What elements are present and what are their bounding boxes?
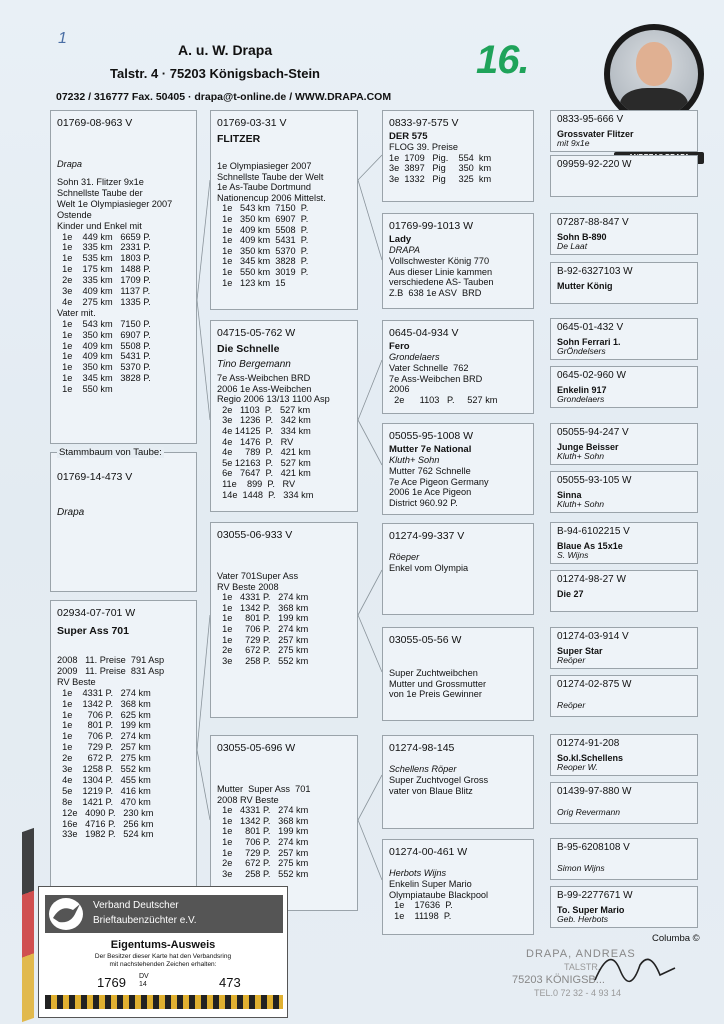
card-org-line2: Brieftaubenzüchter e.V. [93,915,197,926]
great-grandparent-box [550,675,698,717]
parent-line: 3e 1236 P. 342 km [217,415,311,426]
subject-line: 1e 550 km [57,384,113,395]
grandparent-line: Z.B 638 1e ASV BRD [389,287,482,298]
subject-line: 3e 409 km 1137 P. [57,286,151,296]
great-grandparent-box [550,627,698,669]
breeder-address: Talstr. 4 · 75203 Königsbach-Stein [110,66,320,81]
subject-line: Sohn 31. Flitzer 9x1e [57,177,144,187]
great-grandparent-box [550,734,698,776]
parent-ring: 01769-03-31 V [217,117,287,129]
grandparent-line: 7e Ace Pigeon Germany [389,476,489,487]
grandparent-box [382,423,534,515]
parent-line: 1e 345 km 3828 P. [217,256,309,267]
copyright: Columba © [652,933,700,944]
parent-line: 2008 RV Beste [217,794,279,805]
handwritten-number: 16. [476,38,529,82]
grandparent-line: 7e Ass-Weibchen BRD [389,373,483,384]
parent-line: 1e 543 km 7150 P. [217,203,309,214]
parent-line: Vater 701Super Ass [217,571,299,581]
parent-line: 1e 123 km 15 [217,277,286,288]
great-grandparent-breeder: Reöper [557,700,586,710]
card-text1: Der Besitzer dieser Karte hat den Verbandsring [94,953,232,960]
great-grandparent-breeder: Reöper [557,655,586,665]
great-grandparent-breeder: De Laat [557,241,588,251]
grandparent-line: 2006 1e Ace Pigeon [389,487,472,498]
subject-line: 1e 449 km 6659 P. [57,231,151,242]
great-grandparent-ring: 05055-93-105 W [557,475,632,486]
great-grandparent-box [550,423,698,465]
parent-line: 1e Olympiasieger 2007 [217,161,312,171]
grandparent-breeder: DRAPA [389,245,420,255]
dam-line: 1e 729 P. 257 km [57,742,151,753]
grandparent-breeder: Schellens Röper [389,764,457,774]
parent-line: 1e 4331 P. 274 km [217,592,309,603]
parent-name: FLITZER [217,133,261,145]
dam-line: 2009 11. Preise 831 Asp [57,665,165,676]
grandparent-line: verschiedene AS- Tauben [389,277,494,288]
card-ornament-band [45,995,283,1009]
great-grandparent-box [550,782,698,824]
dam-box [50,600,197,900]
parent-ring: 04715-05-762 W [217,327,296,339]
subject-line: Welt 1e Olympiasieger 2007 [57,198,173,209]
great-grandparent-name: So.kl.Schellens [557,753,624,763]
dam-line: 4e 1304 P. 455 km [57,774,151,785]
parent-line: 4e 14125 P. 334 km [217,426,311,436]
parent-line: 14e 1448 P. 334 km [217,489,314,500]
grandparent-line: Enkelin Super Mario [389,879,472,889]
parent-box [210,522,358,718]
dam-name: Super Ass 701 [57,625,129,637]
grandparent-name: Mutter 7e National [389,444,472,455]
parent-line: 11e 899 P. RV [217,479,296,489]
subject-line: 4e 275 km 1335 P. [57,296,151,307]
ownership-card [38,886,288,1018]
dam-line: 33e 1982 P. 524 km [57,829,154,840]
parent-line: 1e 1342 P. 368 km [217,602,309,613]
great-grandparent-ring: B-92-6327103 W [557,266,633,277]
grandparent-box [382,839,534,935]
grandparent-ring: 0833-97-575 V [389,117,459,129]
parent-line: Mutter Super Ass 701 [217,784,311,794]
dam-line: 1e 4331 P. 274 km [57,687,151,698]
great-grandparent-name: Super Star [557,646,603,656]
parent-name: Die Schnelle [217,343,280,355]
subject-line: 1e 335 km 2331 P. [57,242,151,253]
parent-line: 1e 801 P. 199 km [217,826,309,837]
subject-line: 1e 409 km 5431 P. [57,351,151,362]
great-grandparent-ring: 01274-91-208 [557,738,620,749]
great-grandparent-name: Sohn B-890 [557,232,607,242]
parent-line: Nationencup 2006 Mittelst. [217,192,326,203]
parent-box [210,320,358,512]
subject-line: Ostende [57,209,92,220]
grandparent-box [382,320,534,414]
great-grandparent-breeder: Geb. Herbots [557,914,609,924]
great-grandparent-name: Blaue As 15x1e [557,541,623,551]
parent-ring: 03055-06-933 V [217,529,293,541]
grandparent-name: Fero [389,341,410,352]
grandparent-line: Mutter 762 Schnelle [389,466,471,476]
grandparent-ring: 01274-99-337 V [389,530,465,542]
dam-line: 3e 1258 P. 552 km [57,764,151,774]
great-grandparent-ring: 05055-94-247 V [557,427,629,438]
grandparent-ring: 05055-95-1008 W [389,430,474,442]
parent-ring: 03055-05-696 W [217,742,296,754]
subject-line: 2e 335 km 1709 P. [57,275,151,286]
dam-line: 1e 706 P. 625 km [57,709,151,720]
parent-line: 1e 409 km 5508 P. [217,224,309,235]
card-dv: DV [139,973,149,980]
great-grandparent-name: Enkelin 917 [557,385,607,395]
grandparent-line: 1e 11198 P. [389,910,452,921]
subject-line: 1e 345 km 3828 P. [57,373,151,384]
grandparent-line: Vater Schnelle 762 [389,363,469,373]
grandparent-breeder: Röeper [389,552,420,562]
grandparent-line: von 1e Preis Gewinner [389,689,482,700]
stammbaum-ring: 01769-14-473 V [57,471,133,483]
parent-line: 7e Ass-Weibchen BRD [217,373,311,383]
breeder-contact: 07232 / 316777 Fax. 50405 · drapa@t-online.de / WWW.DRAPA.COM [56,91,392,103]
great-grandparent-box [550,262,698,304]
parent-line: 1e 706 P. 274 km [217,837,309,847]
grandparent-breeder: Kluth+ Sohn [389,455,440,465]
subject-owner: Drapa [57,159,83,169]
parent-line: 2e 1103 P. 527 km [217,404,311,415]
great-grandparent-name: To. Super Mario [557,905,625,915]
parent-line: 1e 729 P. 257 km [217,634,309,645]
card-title: Eigentums-Ausweis [110,939,216,951]
dam-line: 1e 801 P. 199 km [57,720,151,731]
great-grandparent-box [550,318,698,360]
grandparent-box [382,735,534,829]
great-grandparent-box [550,522,698,564]
card-header [45,895,283,933]
parent-line: 1e 4331 P. 274 km [217,805,309,816]
grandparent-name: Lady [389,234,412,245]
grandparent-box [382,627,534,721]
page-number-mark: 1 [58,30,67,47]
grandparent-ring: 01769-99-1013 W [389,220,474,232]
subject-line: 1e 409 km 5508 P. [57,340,151,351]
grandparent-line: Super Zuchtweibchen [389,668,478,678]
parent-line: 5e 12163 P. 527 km [217,457,311,468]
dam-line: 16e 4716 P. 256 km [57,818,154,829]
face-shape [636,42,672,86]
subject-line: Vater mit. [57,307,96,318]
parent-line: 1e 550 km 3019 P. [217,267,309,277]
stammbaum-label: Stammbaum von Taube: [59,447,162,458]
subject-line: 1e 350 km 6907 P. [57,329,151,340]
parent-line: Schnellste Taube der Welt [217,171,324,182]
flag-stripe [22,828,34,1022]
stamp-line4: TEL.0 72 32 - 4 93 14 [534,988,622,998]
great-grandparent-ring: 01274-03-914 V [557,631,629,642]
parent-line: Regio 2006 13/13 1100 Asp [217,394,330,405]
stamp-line2: TALSTR. [564,962,601,972]
subject-ring: 01769-08-963 V [57,117,133,129]
dam-line: 1e 706 P. 274 km [57,731,151,742]
card-ring-number1: 1769 [97,975,126,990]
grandparent-line: Enkel vom Olympia [389,563,469,573]
parent-box [210,110,358,310]
parent-line: 2006 1e Ass-Weibchen [217,383,312,394]
great-grandparent-ring: 0645-02-960 W [557,370,626,381]
grandparent-box [382,213,534,309]
grandparent-line: 2006 [389,384,410,395]
parent-line: 2e 672 P. 275 km [217,858,309,869]
great-grandparent-name: Mutter König [557,281,613,291]
card-year: 14 [139,981,147,988]
great-grandparent-ring: B-99-2277671 W [557,890,633,901]
signature [590,940,680,990]
stamp-line1: DRAPA, ANDREAS [526,948,636,960]
great-grandparent-breeder: mit 9x1e [557,138,590,148]
dam-line: 2008 11. Preise 791 Asp [57,655,165,665]
grandparent-line: 3e 3897 Pig 350 km [389,163,492,174]
great-grandparent-ring: B-94-6102215 V [557,526,630,537]
subject-box [50,110,197,444]
parent-line: 3e 258 P. 552 km [217,655,309,666]
parent-line: 1e 801 P. 199 km [217,613,309,624]
great-grandparent-box [550,155,698,197]
parent-line: RV Beste 2008 [217,581,279,592]
grandparent-line: Mutter und Grossmutter [389,678,487,689]
grandparent-line: 2e 1103 P. 527 km [389,394,498,405]
great-grandparent-name: Sinna [557,490,582,500]
great-grandparent-breeder: Kluth+ Sohn [557,451,605,461]
dam-ring: 02934-07-701 W [57,607,136,619]
parent-line: 1e 409 km 5431 P. [217,235,309,246]
great-grandparent-breeder: S. Wijns [557,550,589,560]
parent-line: 1e 1342 P. 368 km [217,815,309,826]
card-logo-icon [49,898,83,930]
dam-line: 5e 1219 P. 416 km [57,785,151,796]
great-grandparent-box [550,366,698,408]
breeder-photo [604,24,704,124]
grandparent-line: 1e 17636 P. [389,900,453,911]
grandparent-breeder: Grondelaers [389,352,440,362]
portrait [610,30,698,118]
great-grandparent-name: Junge Beisser [557,442,619,452]
parent-line: 3e 258 P. 552 km [217,868,309,879]
grandparent-line: 1e 1709 Pig. 554 km [389,152,492,163]
dam-line: 1e 1342 P. 368 km [57,698,151,709]
grandparent-ring: 01274-98-145 [389,742,455,754]
grandparent-line: District 960.92 P. [389,497,458,508]
great-grandparent-name: Sohn Ferrari 1. [557,337,621,347]
parent-line: 4e 1476 P. RV [217,436,294,447]
great-grandparent-breeder: Simon Wijns [557,863,605,873]
grandparent-box [382,523,534,615]
grandparent-name: DER 575 [389,131,428,142]
great-grandparent-ring: 0833-95-666 V [557,114,624,125]
great-grandparent-ring: B-95-6208108 V [557,842,630,853]
great-grandparent-breeder: Reoper W. [557,762,598,772]
subject-line: Kinder und Enkel mit [57,220,142,231]
parent-line: 1e 729 P. 257 km [217,847,309,858]
parent-line: 1e 706 P. 274 km [217,624,309,634]
parent-line: 1e 350 km 5370 P. [217,245,309,256]
grandparent-box [382,110,534,202]
great-grandparent-ring: 0645-01-432 V [557,322,624,333]
great-grandparent-ring: 07287-88-847 V [557,217,629,228]
parent-line: 1e As-Taube Dortmund [217,182,311,193]
stammbaum-owner: Drapa [57,507,85,518]
great-grandparent-breeder: Kluth+ Sohn [557,499,605,509]
stamp-line3: 75203 KÖNIGSB... [512,974,605,986]
subject-line: Schnellste Taube der [57,187,143,198]
great-grandparent-name: Grossvater Flitzer [557,129,634,139]
grandparent-line: Aus dieser Linie kammen [389,266,493,277]
subject-line: 1e 543 km 7150 P. [57,318,151,329]
grandparent-ring: 03055-05-56 W [389,634,462,646]
breeder-name: A. u. W. Drapa [178,42,273,58]
grandparent-ring: 01274-00-461 W [389,846,468,858]
great-grandparent-name: Die 27 [557,589,584,599]
grandparent-ring: 0645-04-934 V [389,327,459,339]
dam-line: 2e 672 P. 275 km [57,753,151,764]
card-org-line1: Verband Deutscher [93,900,179,911]
subject-line: 1e 535 km 1803 P. [57,253,151,264]
great-grandparent-breeder: Grondelaers [557,394,605,404]
dam-line: 8e 1421 P. 470 km [57,796,151,807]
parent-breeder: Tino Bergemann [217,359,291,370]
great-grandparent-ring: 01274-98-27 W [557,574,626,585]
parent-box [210,735,358,911]
card-text2: mit nachstehenden Zeichen erhalten: [109,961,217,968]
parent-line: 4e 789 P. 421 km [217,447,311,458]
grandparent-breeder: Herbots Wijns [389,868,447,878]
great-grandparent-breeder: GrÖndelsers [557,346,606,356]
great-grandparent-box [550,471,698,513]
great-grandparent-ring: 01274-02-875 W [557,679,632,690]
dam-line: RV Beste [57,676,96,687]
grandparent-line: Olympiataube Blackpool [389,889,489,900]
grandparent-line: Super Zuchtvogel Gross [389,775,489,785]
card-ring-number2: 473 [219,975,241,990]
parent-line: 6e 7647 P. 421 km [217,468,311,479]
great-grandparent-box [550,570,698,612]
parent-line: 2e 672 P. 275 km [217,645,309,656]
great-grandparent-ring: 09959-92-220 W [557,159,632,170]
subject-line: 1e 350 km 5370 P. [57,362,151,373]
parent-line: 1e 350 km 6907 P. [217,214,309,224]
dam-line: 12e 4090 P. 230 km [57,807,154,818]
great-grandparent-ring: 01439-97-880 W [557,786,632,797]
stammbaum-box [50,447,197,592]
great-grandparent-breeder: Orig Revermann [557,807,621,817]
grandparent-line: FLOG 39. Preise [389,142,458,152]
great-grandparent-box [550,838,698,880]
great-grandparent-box [550,110,698,152]
grandparent-line: vater von Blaue Blitz [389,785,473,796]
grandparent-line: Vollschwester König 770 [389,256,490,266]
great-grandparent-box [550,886,698,928]
subject-line: 1e 175 km 1488 P. [57,264,151,275]
grandparent-line: 3e 1332 Pig 325 km [389,173,492,184]
great-grandparent-box [550,213,698,255]
